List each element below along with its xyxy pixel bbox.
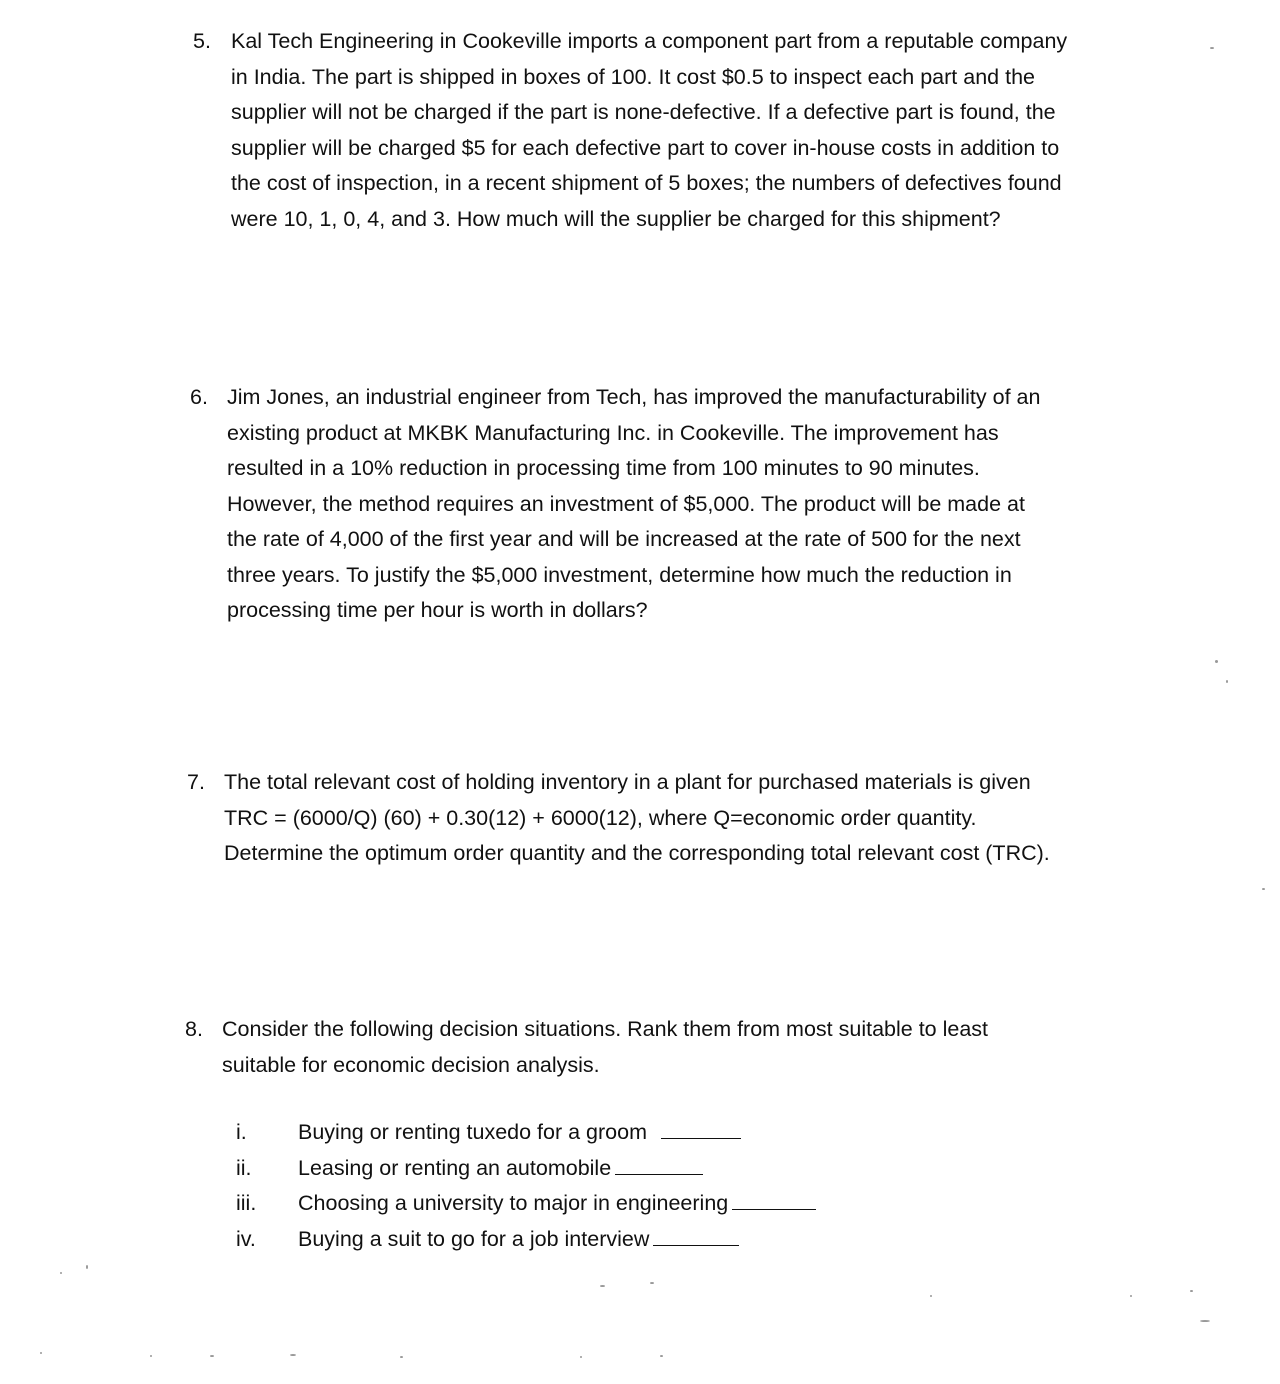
- text-line: three years. To justify the $5,000 investment, determine how much the reduction in: [227, 562, 1012, 587]
- option-text-wrap: [298, 1186, 816, 1222]
- question-6: [190, 380, 1040, 629]
- scan-speck: [1215, 660, 1218, 663]
- scan-speck: [600, 1285, 605, 1287]
- option-text: Buying a suit to go for a job interview: [298, 1226, 650, 1251]
- scan-speck: [1130, 1295, 1132, 1297]
- scan-speck: [1210, 47, 1214, 49]
- scan-speck: [210, 1355, 214, 1357]
- option-numeral: ii.: [236, 1155, 252, 1180]
- text-line: the cost of inspection, in a recent shipment of 5 boxes; the numbers of defectives found: [231, 171, 1062, 195]
- text-line: Consider the following decision situations. Rank them from most suitable to least: [222, 1017, 989, 1041]
- text-line: existing product at MKBK Manufacturing Inc. in Cookeville. The improvement has: [227, 420, 999, 445]
- question-number: 5.: [193, 29, 211, 53]
- option-numeral: iii.: [236, 1191, 257, 1215]
- scan-speck: [150, 1355, 152, 1357]
- scan-speck: [400, 1356, 403, 1358]
- option-text-wrap: [298, 1151, 703, 1187]
- text-line: However, the method requires an investment of $5,000. The product will be made at: [227, 491, 1025, 516]
- scan-speck: [1200, 1320, 1210, 1322]
- text-line: supplier will be charged $5 for each defective part to cover in-house costs in addition to: [231, 135, 1060, 160]
- scan-speck: [1190, 1290, 1193, 1292]
- option-text: Buying or renting tuxedo for a groom: [298, 1120, 647, 1144]
- option-numeral: i.: [236, 1120, 247, 1144]
- question-number: 7.: [187, 770, 205, 794]
- scan-speck: [1262, 888, 1265, 890]
- text-line: TRC = (6000/Q) (60) + 0.30(12) + 6000(12), where Q=economic order quantity.: [224, 805, 977, 830]
- answer-blank[interactable]: [732, 1187, 816, 1210]
- question-number: 8.: [185, 1017, 203, 1041]
- option-text-wrap: [298, 1115, 741, 1151]
- question-text: [222, 1012, 988, 1083]
- question-5: [193, 24, 1067, 237]
- scan-speck: [660, 1355, 663, 1357]
- question-8: [185, 1012, 988, 1083]
- option-numeral: iv.: [236, 1226, 256, 1251]
- text-line: in India. The part is shipped in boxes of 100. It cost $0.5 to inspect each part and the: [231, 64, 1035, 89]
- scan-speck: [1226, 680, 1228, 683]
- text-line: were 10, 1, 0, 4, and 3. How much will the supplier be charged for this shipment?: [231, 206, 1001, 231]
- scan-speck: [650, 1282, 654, 1284]
- text-line: The total relevant cost of holding inventory in a plant for purchased materials is given: [224, 770, 1031, 794]
- text-line: Jim Jones, an industrial engineer from Tech, has improved the manufacturability of an: [227, 385, 1041, 409]
- scan-speck: [290, 1354, 296, 1356]
- answer-blank[interactable]: [615, 1152, 703, 1175]
- text-line: resulted in a 10% reduction in processing time from 100 minutes to 90 minutes.: [227, 456, 980, 480]
- question-number: 6.: [190, 385, 208, 409]
- text-line: Kal Tech Engineering in Cookeville imports a component part from a reputable company: [231, 29, 1068, 53]
- question-text: [231, 24, 1067, 237]
- answer-blank[interactable]: [661, 1116, 741, 1139]
- scan-speck: [60, 1272, 62, 1274]
- scan-speck: [580, 1356, 582, 1358]
- scan-speck: [40, 1352, 42, 1354]
- text-line: the rate of 4,000 of the first year and will be increased at the rate of 500 for the next: [227, 527, 1021, 551]
- question-text: [224, 765, 1050, 872]
- scan-speck: [930, 1295, 932, 1297]
- option-text: Choosing a university to major in engineering: [298, 1191, 729, 1215]
- scan-speck: [86, 1265, 88, 1269]
- option-text-wrap: [298, 1222, 739, 1258]
- question-7: [187, 765, 1050, 872]
- text-line: Determine the optimum order quantity and the corresponding total relevant cost (TRC).: [224, 841, 1050, 865]
- question-text: [227, 380, 1040, 629]
- text-line: processing time per hour is worth in dollars?: [227, 598, 648, 622]
- option-text: Leasing or renting an automobile: [298, 1155, 612, 1180]
- text-line: supplier will not be charged if the part is none-defective. If a defective part is found, the: [231, 100, 1056, 124]
- text-line: suitable for economic decision analysis.: [222, 1052, 600, 1077]
- answer-blank[interactable]: [653, 1223, 739, 1246]
